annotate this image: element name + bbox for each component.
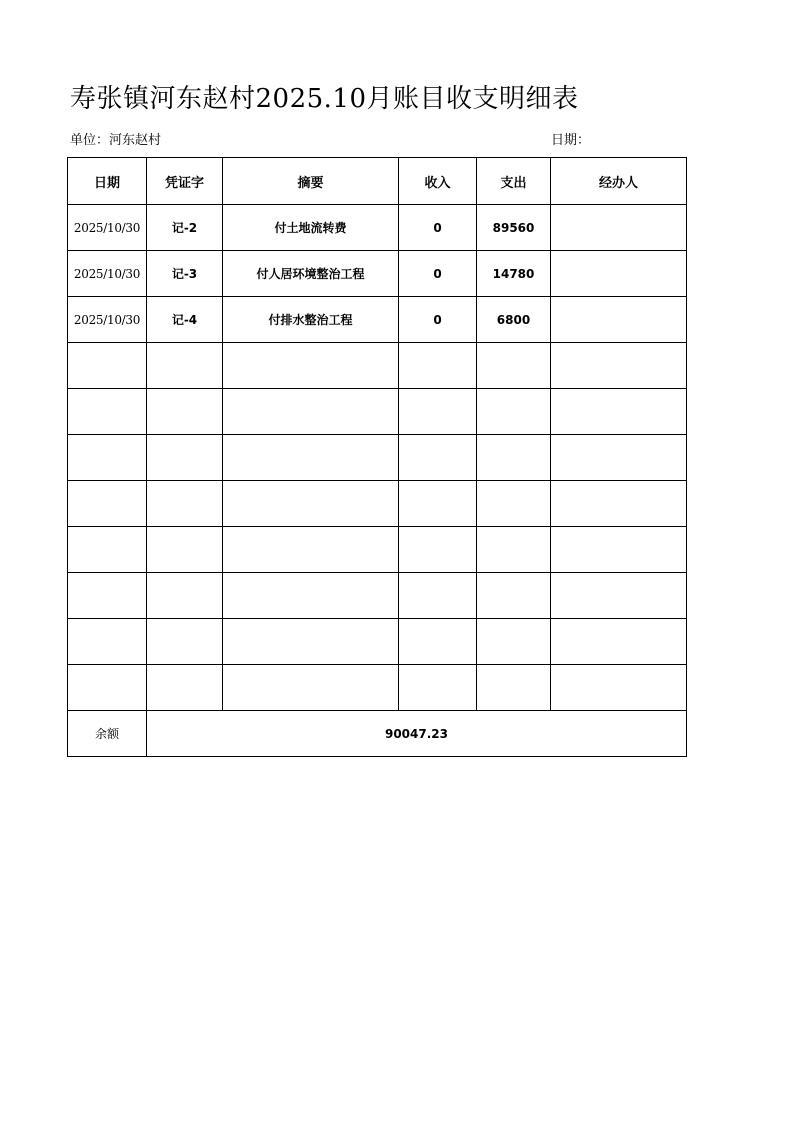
table-row (68, 205, 687, 251)
cell-income (399, 435, 477, 481)
table-row (68, 435, 687, 481)
unit-value: 河东赵村 (109, 133, 162, 148)
cell-summary (223, 481, 399, 527)
unit-line (70, 129, 161, 148)
cell-date (68, 619, 147, 665)
header-row (68, 158, 687, 205)
header-handler: 经办人 (551, 158, 687, 205)
cell-expense (477, 481, 551, 527)
cell-date: 2025/10/30 (68, 297, 147, 343)
cell-handler (551, 481, 687, 527)
cell-handler (551, 619, 687, 665)
cell-handler (551, 435, 687, 481)
cell-voucher (147, 389, 223, 435)
cell-expense (477, 527, 551, 573)
cell-date (68, 527, 147, 573)
balance-value: 90047.23 (147, 711, 687, 757)
ledger-body (68, 205, 687, 711)
cell-date (68, 389, 147, 435)
table-row (68, 481, 687, 527)
cell-date (68, 481, 147, 527)
header-date: 日期 (68, 158, 147, 205)
ledger-table (67, 157, 687, 757)
cell-date: 2025/10/30 (68, 205, 147, 251)
cell-expense (477, 573, 551, 619)
cell-expense: 14780 (477, 251, 551, 297)
cell-summary: 付排水整治工程 (223, 297, 399, 343)
cell-expense: 89560 (477, 205, 551, 251)
cell-income (399, 389, 477, 435)
table-row (68, 343, 687, 389)
cell-summary (223, 435, 399, 481)
cell-income: 0 (399, 205, 477, 251)
cell-summary (223, 343, 399, 389)
date-label: 日期： (551, 133, 591, 148)
cell-income (399, 481, 477, 527)
cell-summary (223, 619, 399, 665)
cell-summary (223, 389, 399, 435)
cell-summary (223, 573, 399, 619)
cell-expense (477, 389, 551, 435)
cell-date (68, 665, 147, 711)
cell-income (399, 665, 477, 711)
cell-summary (223, 665, 399, 711)
cell-voucher (147, 665, 223, 711)
cell-handler (551, 665, 687, 711)
cell-date (68, 343, 147, 389)
cell-date (68, 435, 147, 481)
table-row (68, 573, 687, 619)
cell-summary (223, 527, 399, 573)
cell-voucher: 记-3 (147, 251, 223, 297)
cell-date (68, 573, 147, 619)
cell-voucher (147, 619, 223, 665)
cell-income (399, 573, 477, 619)
cell-expense (477, 435, 551, 481)
cell-handler (551, 297, 687, 343)
unit-label: 单位： (70, 133, 110, 148)
balance-label: 余额 (68, 711, 147, 757)
table-row (68, 389, 687, 435)
table-row (68, 619, 687, 665)
cell-expense: 6800 (477, 297, 551, 343)
cell-income (399, 343, 477, 389)
cell-income (399, 619, 477, 665)
cell-handler (551, 343, 687, 389)
cell-date: 2025/10/30 (68, 251, 147, 297)
cell-expense (477, 619, 551, 665)
cell-voucher (147, 343, 223, 389)
cell-handler (551, 527, 687, 573)
balance-row (68, 711, 687, 757)
cell-voucher (147, 435, 223, 481)
header-summary: 摘要 (223, 158, 399, 205)
cell-handler (551, 251, 687, 297)
cell-income: 0 (399, 251, 477, 297)
document-title: 寿张镇河东赵村2025.10月账目收支明细表 (70, 84, 579, 114)
cell-voucher (147, 481, 223, 527)
table-row (68, 527, 687, 573)
header-expense: 支出 (477, 158, 551, 205)
cell-income: 0 (399, 297, 477, 343)
cell-handler (551, 205, 687, 251)
cell-summary: 付人居环境整治工程 (223, 251, 399, 297)
cell-expense (477, 665, 551, 711)
cell-income (399, 527, 477, 573)
header-income: 收入 (399, 158, 477, 205)
cell-voucher: 记-4 (147, 297, 223, 343)
cell-voucher (147, 573, 223, 619)
cell-voucher: 记-2 (147, 205, 223, 251)
header-voucher: 凭证字 (147, 158, 223, 205)
cell-handler (551, 573, 687, 619)
table-row (68, 665, 687, 711)
cell-expense (477, 343, 551, 389)
cell-handler (551, 389, 687, 435)
table-row (68, 251, 687, 297)
table-row (68, 297, 687, 343)
cell-summary: 付土地流转费 (223, 205, 399, 251)
cell-voucher (147, 527, 223, 573)
